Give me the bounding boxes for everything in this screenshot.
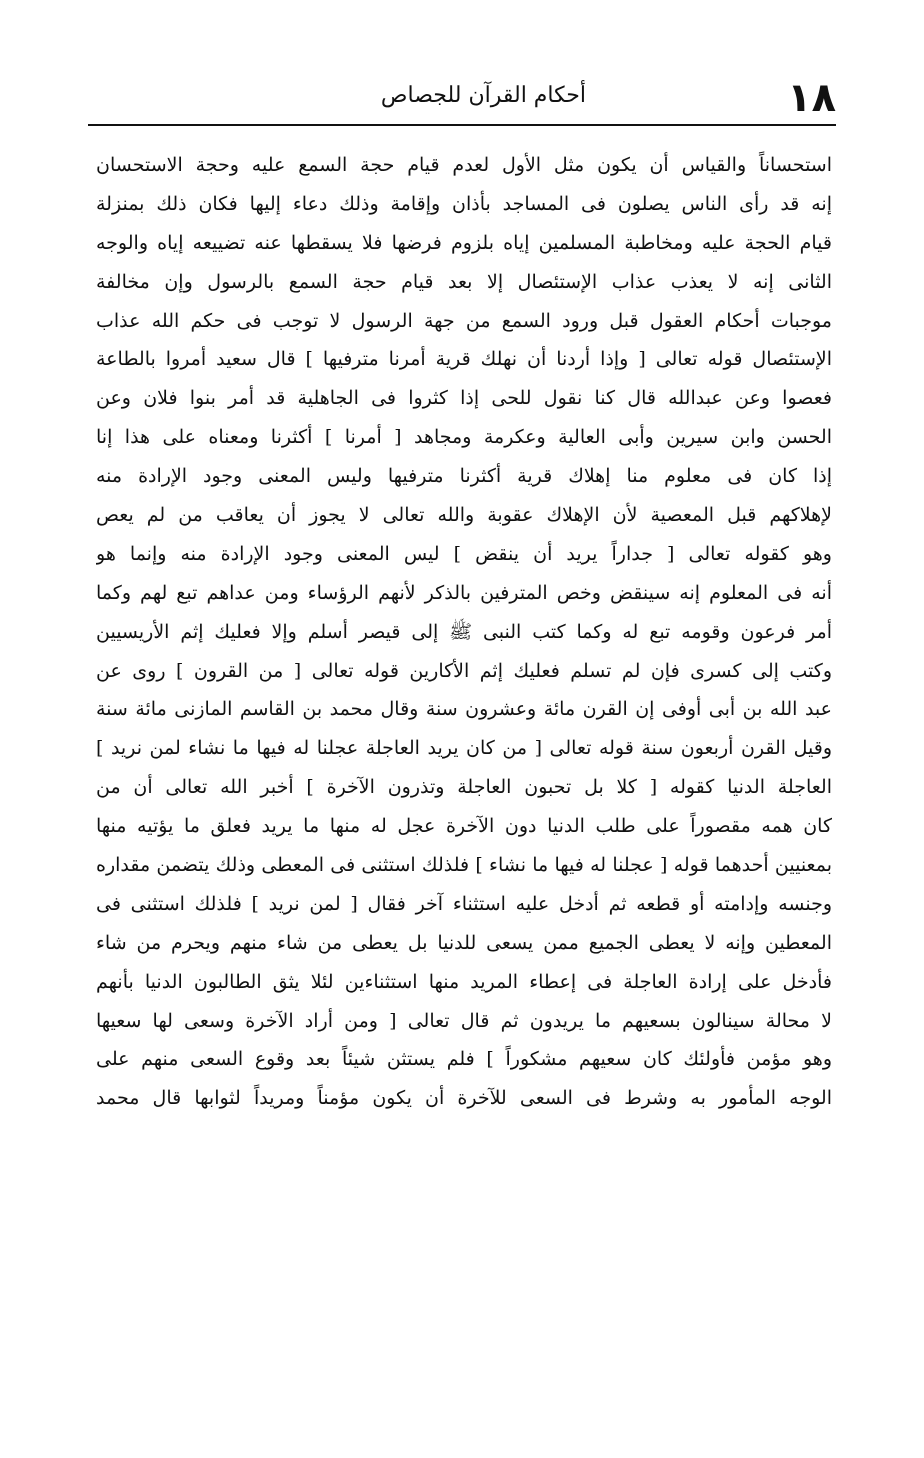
text-line: إذا كان فى معلوم منا إهلاك قرية أكثرنا مترفيها وليس المعنى وجود الإرادة منه xyxy=(96,465,832,488)
text-line: الإستئصال قوله تعالى [ وإذا أردنا أن نهلك قرية أمرنا مترفيها ] قال سعيد أمروا بالطاعة xyxy=(96,348,832,371)
text-line: وهو كقوله تعالى [ جداراً يريد أن ينقض ] ليس المعنى وجود الإرادة منه وإنما هو xyxy=(96,542,832,565)
text-line: الحسن وابن سيرين وأبى العالية وعكرمة ومجاهد [ أمرنا ] أكثرنا ومعناه على هذا إنا xyxy=(96,426,832,449)
running-title: أحكام القرآن للجصاص xyxy=(380,83,586,108)
text-line: استحساناً والقياس أن يكون مثل الأول لعدم قيام حجة السمع عليه وحجة الاستحسان xyxy=(96,154,832,176)
body-text xyxy=(96,146,832,1118)
text-line: فأدخل على إرادة العاجلة فى إعطاء المريد منها استثناءين لئلا يثق الطالبون الدنيا بأنهم xyxy=(96,970,832,993)
text-line: وجنسه وإدامته أو قطعه ثم أدخل عليه استثناء آخر فقال [ لمن نريد ] فلذلك استثنى فى xyxy=(96,892,832,915)
page-number: ١٨ xyxy=(787,75,836,121)
text-line: إنه قد رأى الناس يصلون فى المساجد بأذان وإقامة وذلك دعاء إليها فكان ذلك بمنزلة xyxy=(96,192,832,215)
text-line: لا محالة سينالون بسعيهم ما يريدون ثم قال تعالى [ ومن أراد الآخرة وسعى لها سعيها xyxy=(96,1009,832,1032)
text-line: الثانى إنه لا يعذب عذاب الإستئصال إلا بعد قيام حجة السمع بالرسول وإن مخالفة xyxy=(96,270,832,293)
text-line: العاجلة الدنيا كقوله [ كلا بل تحبون العاجلة وتذرون الآخرة ] أخبر الله تعالى أن من xyxy=(96,776,832,799)
text-line: وكتب إلى كسرى فإن لم تسلم فعليك إثم الأكارين قوله تعالى [ من القرون ] روى عن xyxy=(96,659,832,682)
text-line: الوجه المأمور به وشرط فى السعى للآخرة أن يكون مؤمناً ومريداً لثوابها قال محمد xyxy=(96,1087,832,1110)
text-line: وقيل القرن أربعون سنة قوله تعالى [ من كان يريد العاجلة عجلنا له فيها ما نشاء لمن نريد ] xyxy=(96,737,832,760)
header-rule xyxy=(88,124,836,126)
text-line: كان همه مقصوراً على طلب الدنيا دون الآخرة عجل له منها ما يريد فعلق ما يؤتيه منها xyxy=(96,815,832,838)
text-line: أنه فى المعلوم إنه سينقض وخص المترفين بالذكر لأنهم الرؤساء ومن عداهم تبع لهم وكما xyxy=(96,581,832,604)
text-line: فعصوا وعن عبدالله قال كنا نقول للحى إذا كثروا فى الجاهلية قد أمر بنوا فلان وعن xyxy=(96,387,832,410)
page-header xyxy=(88,70,836,126)
text-line: لإهلاكهم قبل المعصية لأن الإهلاك عقوبة والله تعالى لا يجوز أن يعاقب من لم يعص xyxy=(96,504,832,527)
text-line: بمعنيين أحدهما قوله [ عجلنا له فيها ما نشاء ] فلذلك استثنى فى المعطى وذلك يتضمن مقداره xyxy=(96,854,832,877)
text-line: موجبات أحكام العقول قبل ورود السمع من جهة الرسول لا توجب فى حكم الله عذاب xyxy=(96,309,832,332)
text-line: أمر فرعون وقومه تبع له وكما كتب النبى ﷺ إلى قيصر أسلم وإلا فعليك إثم الأريسيين xyxy=(96,620,832,643)
text-line: عبد الله بن أبى أوفى إن القرن مائة وعشرون سنة وقال محمد بن القاسم المازنى مائة سنة xyxy=(96,698,832,721)
text-line: قيام الحجة عليه ومخاطبة المسلمين إياه بلزوم فرضها فلا يسقطها عنه تضييعه إياه والوجه xyxy=(96,231,832,254)
text-line: وهو مؤمن فأولئك كان سعيهم مشكوراً ] فلم يستثن شيئاً بعد وقوع السعى منهم على xyxy=(96,1048,832,1071)
text-line: المعطين وإنه لا يعطى الجميع ممن يسعى للدنيا بل يعطى من شاء منهم ويحرم من شاء xyxy=(96,931,832,954)
